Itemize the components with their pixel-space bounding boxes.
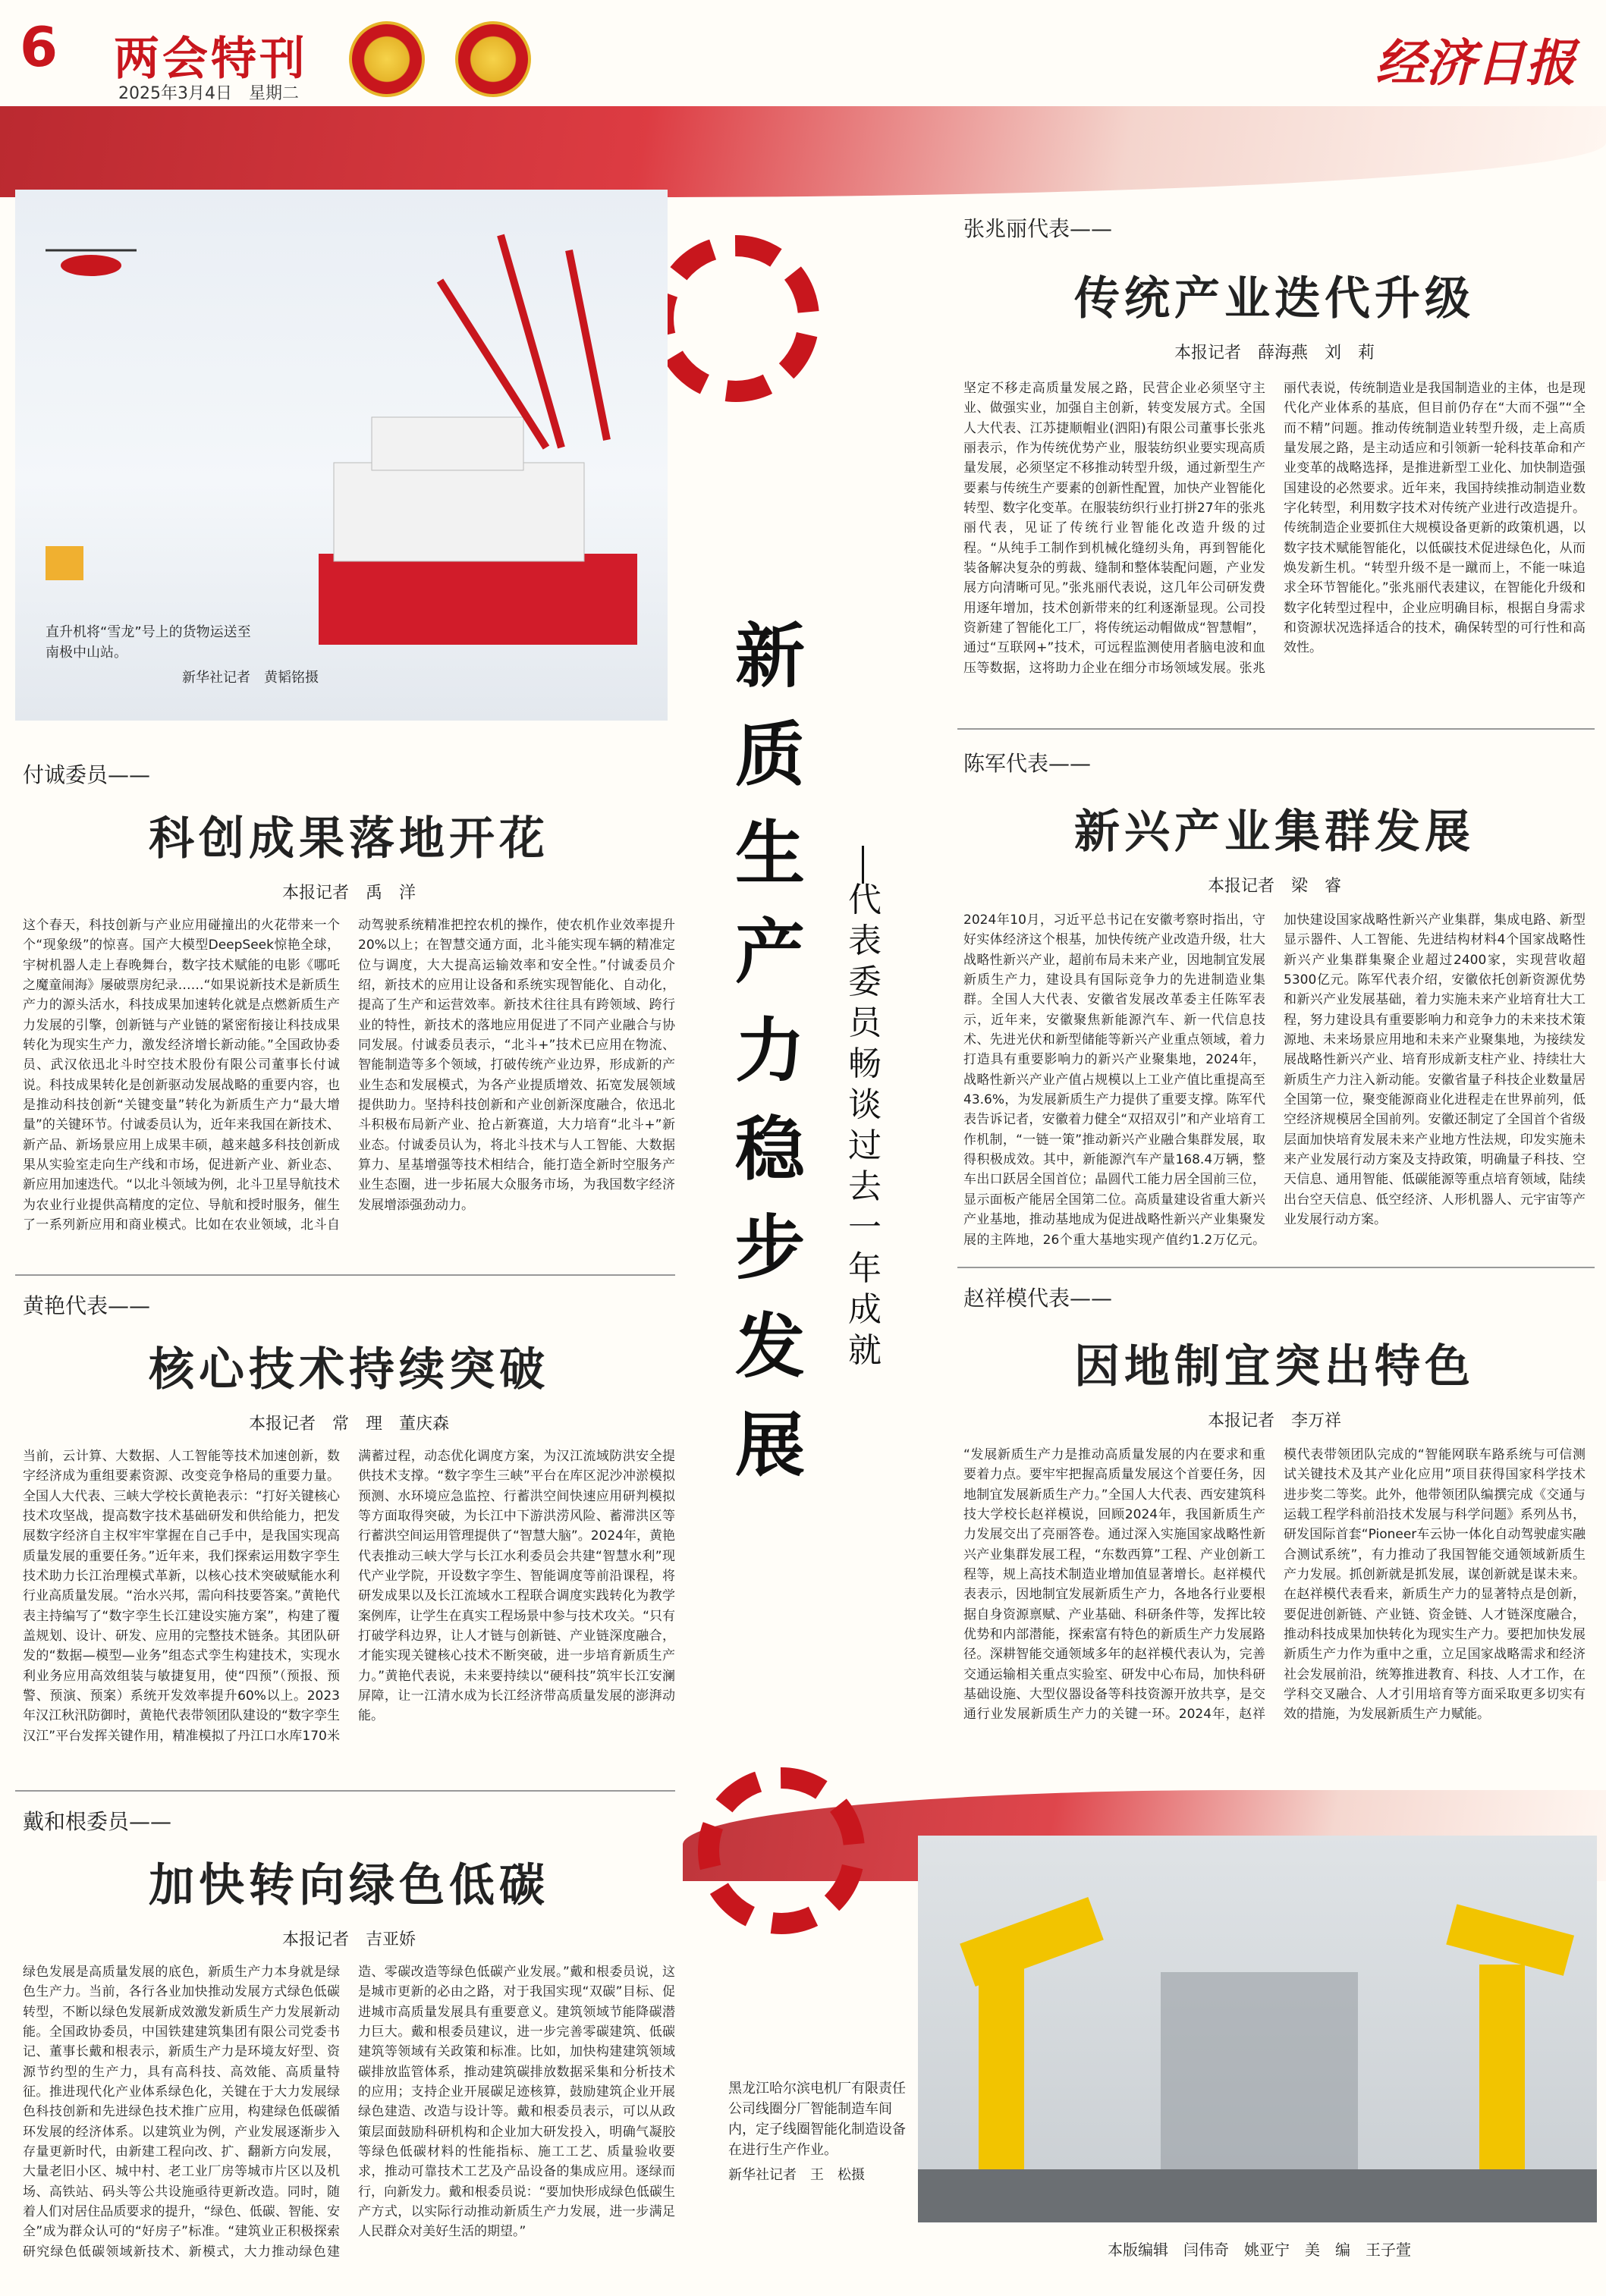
headline-char: 新 — [734, 615, 805, 697]
divider — [15, 1274, 675, 1276]
subhead-dash — [862, 846, 864, 884]
newspaper-logo: 经济日报 — [1375, 33, 1576, 93]
article-byline: 本报记者 薛海燕 刘 莉 — [1174, 344, 1375, 363]
article-kicker: 张兆丽代表—— — [963, 216, 1113, 241]
photo-robot-workshop — [918, 1836, 1597, 2222]
subhead-char: 去 — [848, 1167, 882, 1206]
feature-subhead — [844, 880, 886, 1371]
subhead-char: 成 — [848, 1290, 882, 1329]
caption-line-2: 南极中山站。 — [46, 645, 127, 661]
subhead-char: 就 — [848, 1331, 882, 1370]
subhead-char: 畅 — [848, 1044, 882, 1083]
headline-char: 力 — [734, 1010, 805, 1091]
divider — [957, 728, 1595, 730]
caption-text: 黑龙江哈尔滨电机厂有限责任公司线圈分厂智能制造车间内，定子线圈智能化制造设备在进行生产作业。 — [728, 2081, 906, 2158]
article-title: 核心技术持续突破 — [149, 1343, 549, 1396]
photo-credit-bottom: 新华社记者 王 松摄 — [728, 2167, 865, 2183]
issue-date: 2025年3月4日 星期二 — [118, 84, 299, 103]
headline-char: 产 — [734, 911, 805, 993]
subhead-char: 年 — [848, 1249, 882, 1288]
article-byline: 本报记者 禹 洋 — [281, 884, 416, 903]
article-body: 这个春天，科技创新与产业应用碰撞出的火花带来一个个“现象级”的惊喜。国产大模型DeepSeek惊艳全球，宇树机器人走上春晚舞台，数字技术赋能的电影《哪吒之魔童闹海》屡破票房纪录……“如果说新技术是新质生产力的源头活水，科技成果加速转化就是点燃新质生产力发展的引擎，创新链与产业链的紧密衔接让科技成果转化为现实生产力，激发经济增长新动能。”全国政协委员、武汉依迅北斗时空技术股份有限公司董事长付诚说。科技成果转化是创新驱动发展战略的重要内容，也是推动科技创新“关键变量”转化为新质生产力“最大增量”的关键环节。付诚委员认为，近年来我国在新技术、新产品、新场景应用上成果丰硕，越来越多科技创新成果从实验室走向生产线和市场，促进新产业、新业态、新应用加速迭代。“以北斗领域为例，北斗卫星导航技术为农业行业提供高精度的定位、导航和授时服务，催生了一系列新应用和商业模式。比如在农业领域，北斗自动驾驶系统精准把控农机的操作，使农机作业效率提升20%以上；在智慧交通方面，北斗能实现车辆的精准定位与调度，大大提高运输效率和安全性。”付诚委员介绍，新技术的应用让设备和系统实现智能化、自动化，提高了生产和运营效率。新技术往往具有跨领域、跨行业的特性，新技术的落地应用促进了不同产业融合与协同发展。付诚委员表示，“北斗+”技术已应用在物流、智能制造等多个领域，打破传统产业边界，形成新的产业生态和发展模式，为各产业提质增效、拓宽发展领域提供助力。坚持科技创新和产业创新深度融合，依迅北斗积极布局新产业、抢占新赛道，大力培育“北斗+”新业态。付诚委员认为，将北斗技术与人工智能、大数据算力、星基增强等技术相结合，能打造全新时空服务产业生态圈，进一步拓展大众服务市场，为我国数字经济发展增添强劲动力。 — [23, 918, 675, 1233]
article-title: 新兴产业集群发展 — [1074, 806, 1475, 859]
article-core-tech — [23, 1289, 675, 1811]
article-green-lowcarbon — [23, 1805, 675, 2296]
feature-headline — [728, 607, 812, 1494]
article-title: 传统产业迭代升级 — [1074, 272, 1475, 325]
article-kicker: 陈军代表—— — [963, 751, 1092, 776]
divider — [957, 1267, 1595, 1268]
photo-caption-top — [46, 622, 319, 688]
gear-icon — [652, 235, 819, 402]
section-title: 两会特刊 — [114, 33, 308, 86]
headline-char: 展 — [734, 1404, 805, 1486]
caption-line-1: 直升机将“雪龙”号上的货物运送至 — [46, 624, 251, 640]
article-traditional-industry — [963, 212, 1586, 697]
decorative-band-top — [0, 106, 1606, 197]
article-body: 坚定不移走高质量发展之路，民营企业必须坚守主业、做强实业，加强自主创新，转变发展方式。全国人大代表、江苏捷顺帽业(泗阳)有限公司董事长张兆丽表示，作为传统优势产业，服装纺织业要实现高质量发展，必须坚定不移推动转型升级，通过新型生产要素与传统生产要素的创新性配置，加快产业智能化转型、数字化变革。在服装纺织行业打拼27年的张兆丽代表，见证了传统行业智能化改造升级的过程。“从纯手工制作到机械化缝纫头角，再到智能化装备解决复杂的剪裁、缝制和整体装配问题，产业发展方向清晰可见。”张兆丽代表说，这几年公司研发费用逐年增加，技术创新带来的红利逐渐显现。公司投资新建了智能化工厂，将传统运动帽做成“智慧帽”，通过“互联网+”技术，可远程监测使用者脑电波和血压等数据，这将助力企业在细分市场领域发展。张兆丽代表说，传统制造业是我国制造业的主体，也是现代化产业体系的基底，但目前仍存在“大而不强”“全而不精”问题。推动传统制造业转型升级，走上高质量发展之路，是主动适应和引领新一轮科技革命和产业变革的战略选择，是推进新型工业化、加快制造强国建设的必然要求。近年来，我国持续推动制造业数字化转型，利用数字技术对传统产业进行改造提升。传统制造企业要抓住大规模设备更新的政策机遇，以数字技术赋能智能化，以低碳技术促进绿色化，从而焕发新生机。“转型升级不是一蹴而上，不能一味追求全环节智能化。”张兆丽代表建议，在智能化升级和数字化转型过程中，企业应明确目标，根据自身需求和资源状况选择适合的技术，确保转型的可行性和高效性。 — [963, 381, 1586, 676]
article-byline: 本报记者 李万祥 — [1207, 1412, 1341, 1431]
gear-icon-bottom — [698, 1767, 865, 1934]
page-editors: 本版编辑 闫伟奇 姚亚宁 美 编 王子萱 — [1108, 2241, 1411, 2259]
article-title: 科创成果落地开花 — [149, 812, 549, 865]
headline-char: 生 — [734, 812, 805, 894]
article-emerging-industry — [963, 747, 1586, 1305]
article-body: “发展新质生产力是推动高质量发展的内在要求和重要着力点。要牢牢把握高质量发展这个首要任务，因地制宜发展新质生产力。”全国人大代表、西安建筑科技大学校长赵祥模说，回顾2024年，我国新质生产力发展交出了亮丽答卷。通过深入实施国家战略性新兴产业集群发展工程，“东数西算”工程、产业创新工程等，规上高技术制造业增加值显著增长。赵祥模代表表示，因地制宜发展新质生产力，各地各行业要根据自身资源禀赋、产业基础、科研条件等，发挥比较优势和内部潜能，探索富有特色的新质生产力发展路径。深耕智能交通领域多年的赵祥模代表认为，完善交通运输相关重点实验室、研发中心布局，加快科研基础设施、大型仪器设备等科技资源开放共享，是交通行业发展新质生产力的关键一环。2024年，赵祥模代表带领团队完成的“智能网联车路系统与可信测试关键技术及其产业化应用”项目获得国家科学技术进步奖二等奖。此外，他带领团队编撰完成《交通与运载工程学科前沿技术发展与科学问题》系列丛书，研发国际首套“Pioneer车云协一体化自动驾驶虚实融合测试系统”，有力推动了我国智能交通领域新质生产力发展。抓创新就是抓发展，谋创新就是谋未来。在赵祥模代表看来，新质生产力的显著特点是创新，要促进创新链、产业链、资金链、人才链深度融合，推动科技成果加快转化为现实生产力。要把加快发展新质生产力作为重中之重，立足国家战略需求和经济社会发展前沿，统筹推进教育、科技、人才工作，在学科交叉融合、人才引用培育等方面采取更多切实有效的措施，为发展新质生产力赋能。 — [963, 1447, 1586, 1723]
subhead-char: 表 — [848, 922, 882, 960]
article-title: 因地制宜突出特色 — [1074, 1340, 1475, 1393]
subhead-char: 过 — [848, 1126, 882, 1165]
headline-char: 发 — [734, 1305, 805, 1387]
cppcc-emblem-icon — [455, 21, 531, 97]
headline-char: 步 — [734, 1207, 805, 1289]
article-kicker: 戴和根委员—— — [23, 1809, 172, 1834]
article-body: 绿色发展是高质量发展的底色，新质生产力本身就是绿色生产力。当前，各行各业加快推动发展方式绿色低碳转型，不断以绿色发展新成效激发新质生产力发展新动能。全国政协委员，中国铁建建筑集团有限公司党委书记、董事长戴和根表示，新质生产力是环境友好型、资源节约型的生产力，具有高科技、高效能、高质量特征。推进现代化产业体系绿色化，关键在于大力发展绿色科技创新和先进绿色技术推广应用，构建绿色低碳循环发展的经济体系。以建筑业为例，产业发展逐渐步入存量更新时代，由新建工程向改、扩、翻新方向发展，大量老旧小区、城中村、老工业厂房等城市片区以及机场、高铁站、码头等公共设施亟待更新改造。同时，随着人们对居住品质要求的提升，“绿色、低碳、智能、安全”成为群众认可的“好房子”标准。“建筑业正积极探索研究绿色低碳领域新技术、新模式，大力推动绿色建造、零碳改造等绿色低碳产业发展。”戴和根委员说，这是城市更新的必由之路，对于我国实现“双碳”目标、促进城市高质量发展具有重要意义。建筑领域节能降碳潜力巨大。戴和根委员建议，进一步完善零碳建筑、低碳建筑等领域有关政策和标准。比如，加快构建建筑领域碳排放监管体系，推动建筑碳排放数据采集和分析技术的应用；支持企业开展碳足迹核算，鼓励建筑企业开展绿色建造、改造与设计等。戴和根委员表示，可以从政策层面鼓励科研机构和企业加大研发投入，明确气凝胶等绿色低碳材料的性能指标、施工工艺、质量验收要求，推动可靠技术工艺及产品设备的集成应用。逐绿而行，向新发力。戴和根委员说：“要加快形成绿色低碳生产方式，以实际行动推动新质生产力发展，进一步满足人民群众对美好生活的期望。” — [23, 1965, 675, 2260]
article-kicker: 付诚委员—— — [23, 762, 151, 787]
headline-char: 质 — [734, 714, 805, 796]
article-body: 2024年10月，习近平总书记在安徽考察时指出，守好实体经济这个根基，加快传统产业改造升级，壮大战略性新兴产业，超前布局未来产业，因地制宜发展新质生产力，建设具有国际竞争力的先进制造业集群。全国人大代表、安徽省发展改革委主任陈军表示，近年来，安徽聚焦新能源汽车、新一代信息技术、先进光伏和新型储能等新兴产业重点领域，着力打造具有重要影响力的新兴产业聚集地，2024年，战略性新兴产业产值占规模以上工业产值比重提高至43.6%，为发展新质生产力提供了重要支撑。陈军代表告诉记者，安徽着力健全“双招双引”和产业培育工作机制，“一链一策”推动新兴产业融合集群发展，取得积极成效。其中，新能源汽车产量168.4万辆，整车出口跃居全国首位；晶圆代工能力居全国前三位，显示面板产能居全国第二位。高质量建设省重大新兴产业基地，推动基地成为促进战略性新兴产业集聚发展的主阵地，26个重大基地实现产值约1.2万亿元。加快建设国家战略性新兴产业集群，集成电路、新型显示器件、人工智能、先进结构材料4个国家战略性新兴产业集群集聚企业超过2400家，实现营收超5300亿元。陈军代表介绍，安徽依托创新资源优势和新兴产业发展基础，着力实施未来产业培育壮大工程，努力建设具有重要影响力和竞争力的未来技术策源地、未来场景应用地和未来产业聚集地，为接续发展战略性新兴产业、培育形成新支柱产业、持续壮大新质生产力注入新动能。安徽省量子科技企业数量居全国第一位，聚变能源商业化进程走在世界前列，低空经济规模居全国前列。安徽还制定了全国首个省级层面加快培育发展未来产业地方性法规，印发实施未来产业发展行动方案及支持政策，明确量子科技、空天信息、通用智能、低碳能源等重点培育领域，陆续出台空天信息、低空经济、人形机器人、元宇宙等产业发展行动方案。 — [963, 912, 1586, 1248]
article-local-conditions — [963, 1282, 1586, 1779]
subhead-char: 代 — [848, 881, 882, 919]
photo-caption-bottom — [728, 2078, 910, 2185]
subhead-char: 一 — [848, 1208, 882, 1247]
subhead-char: 委 — [848, 963, 882, 1001]
article-title: 加快转向绿色低碳 — [149, 1859, 549, 1912]
divider — [15, 1790, 675, 1792]
photo-credit-top: 新华社记者 黄韬铭摄 — [182, 670, 319, 686]
subhead-char: 谈 — [848, 1085, 882, 1124]
article-byline: 本报记者 常 理 董庆森 — [248, 1415, 449, 1434]
headline-char: 稳 — [734, 1108, 805, 1190]
national-emblem-icon — [349, 21, 425, 97]
article-byline: 本报记者 梁 睿 — [1207, 877, 1341, 896]
subhead-char: 员 — [848, 1004, 882, 1042]
article-body: 当前，云计算、大数据、人工智能等技术加速创新，数字经济成为重组要素资源、改变竞争格局的重要力量。全国人大代表、三峡大学校长黄艳表示：“打好关键核心技术攻坚战，提高数字技术基础研发和供给能力，把发展数字经济自主权牢牢掌握在自己手中，是我国实现高质量发展的重要任务。”近年来，我们探索运用数字孪生技术助力长江治理模式革新，以核心技术突破赋能水利行业高质量发展。“治水兴邦，需向科技要答案。”黄艳代表主持编写了“数字孪生长江建设实施方案”，构建了覆盖规划、设计、研发、应用的完整技术链条。其团队研发的“数据—模型—业务”组态式孪生构建技术，实现水利业务应用高效组装与敏捷复用，使“四预”（预报、预警、预演、预案）系统开发效率提升60%以上。2023年汉江秋汛防御时，黄艳代表带领团队建设的“数字孪生汉江”平台发挥关键作用，精准模拟了丹江口水库170米满蓄过程，动态优化调度方案，为汉江流域防洪安全提供技术支撑。“数字孪生三峡”平台在库区泥沙冲淤模拟预测、水环境应急监控、行蓄洪空间快速应用研判模拟等方面取得突破，为长江中下游洪涝风险、蓄滞洪区等行蓄洪空间运用管理提供了“智慧大脑”。2024年，黄艳代表推动三峡大学与长江水利委员会共建“智慧水利”现代产业学院，开设数字孪生、智能调度等前沿课程，将研发成果以及长江流域水工程联合调度实践转化为教学案例库，让学生在真实工程场景中参与技术攻关。“只有打破学科边界，让人才链与创新链、产业链深度融合，才能实现关键核心技术不断突破，进一步培育新质生产力。”黄艳代表说，未来要持续以“硬科技”筑牢长江安澜屏障，让一江清水成为长江经济带高质量发展的澎湃动能。 — [23, 1449, 675, 1744]
page-number: 6 — [20, 15, 58, 79]
article-sci-tech — [23, 759, 675, 1242]
article-kicker: 赵祥模代表—— — [963, 1286, 1113, 1311]
article-byline: 本报记者 吉亚娇 — [281, 1930, 416, 1949]
article-kicker: 黄艳代表—— — [23, 1293, 151, 1318]
